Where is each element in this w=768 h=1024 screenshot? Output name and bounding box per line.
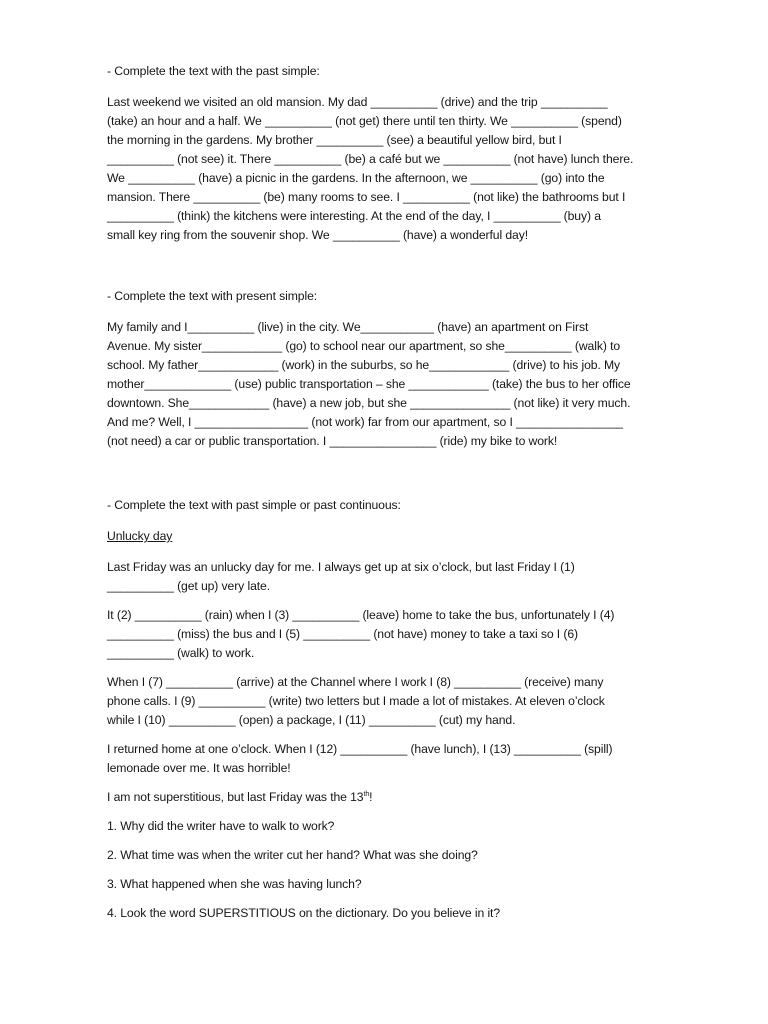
question-2: 2. What time was when the writer cut her hand? What was she doing?: [107, 848, 478, 862]
ordinal-suffix: th: [363, 791, 370, 798]
text-line: __________ (get up) very late.: [107, 579, 271, 593]
spacer: [107, 81, 667, 93]
question-4: 4. Look the word SUPERSTITIOUS on the dictionary. Do you believe in it?: [107, 906, 501, 920]
closing-text: I am not superstitious, but last Friday was the 13: [107, 790, 364, 804]
spacer: [107, 807, 667, 817]
question-3: 3. What happened when she was having lunch?: [107, 877, 362, 891]
text-line: mother_____________ (use) public transportation – she ____________ (take) the bus to her office: [107, 377, 631, 391]
section3-heading: - Complete the text with past simple or past continuous:: [107, 498, 401, 512]
story-paragraph-1: [107, 558, 667, 596]
spacer: [107, 451, 667, 496]
text-line: mansion. There __________ (be) many rooms to see. I __________ (not like) the bathrooms but I: [107, 190, 626, 204]
section2-text: [107, 318, 667, 451]
spacer: [107, 836, 667, 846]
text-line: __________ (walk) to work.: [107, 646, 255, 660]
question-1: 1. Why did the writer have to walk to work?: [107, 819, 335, 833]
spacer: [107, 865, 667, 875]
text-line: When I (7) __________ (arrive) at the Channel where I work I (8) __________ (receive) many: [107, 675, 604, 689]
story-paragraph-3: [107, 673, 667, 730]
worksheet-content: [107, 62, 667, 923]
text-line: the morning in the gardens. My brother __________ (see) a beautiful yellow bird, but I: [107, 133, 562, 147]
text-line: downtown. She____________ (have) a new job, but she _______________ (not like) it very much.: [107, 396, 631, 410]
text-line: school. My father____________ (work) in the suburbs, so he____________ (drive) to his job. My: [107, 358, 621, 372]
closing-sentence: [107, 788, 667, 807]
text-line: (not need) a car or public transportation. I ________________ (ride) my bike to work!: [107, 434, 558, 448]
spacer: [107, 596, 667, 606]
spacer: [107, 663, 667, 673]
spacer: [107, 894, 667, 904]
text-line: __________ (miss) the bus and I (5) __________ (not have) money to take a taxi so I (6): [107, 627, 578, 641]
text-line: Last weekend we visited an old mansion. My dad __________ (drive) and the trip __________: [107, 95, 608, 109]
text-line: __________ (not see) it. There __________ (be) a café but we __________ (not have) lunch there.: [107, 152, 634, 166]
spacer: [107, 546, 667, 558]
text-line: lemonade over me. It was horrible!: [107, 761, 291, 775]
spacer: [107, 245, 667, 287]
text-line: small key ring from the souvenir shop. We __________ (have) a wonderful day!: [107, 228, 529, 242]
text-line: while I (10) __________ (open) a package, I (11) __________ (cut) my hand.: [107, 713, 516, 727]
section1-heading: - Complete the text with the past simple:: [107, 64, 320, 78]
text-line: (take) an hour and a half. We __________ (not get) there until ten thirty. We __________ (spend): [107, 114, 622, 128]
text-line: My family and I__________ (live) in the city. We___________ (have) an apartment on First: [107, 320, 589, 334]
spacer: [107, 306, 667, 318]
text-line: It (2) __________ (rain) when I (3) __________ (leave) home to take the bus, unfortunately I (4): [107, 608, 615, 622]
text-line: And me? Well, I _________________ (not work) far from our apartment, so I ________________: [107, 415, 623, 429]
text-line: Avenue. My sister____________ (go) to school near our apartment, so she__________ (walk) to: [107, 339, 621, 353]
spacer: [107, 778, 667, 788]
spacer: [107, 515, 667, 527]
closing-punctuation: !: [369, 790, 373, 804]
text-line: phone calls. I (9) __________ (write) two letters but I made a lot of mistakes. At eleven o’clock: [107, 694, 605, 708]
story-title: Unlucky day: [107, 529, 173, 543]
text-line: We __________ (have) a picnic in the gardens. In the afternoon, we __________ (go) into the: [107, 171, 605, 185]
story-paragraph-2: [107, 606, 667, 663]
text-line: __________ (think) the kitchens were interesting. At the end of the day, I __________ (buy) a: [107, 209, 601, 223]
spacer: [107, 730, 667, 740]
text-line: I returned home at one o’clock. When I (12) __________ (have lunch), I (13) __________ (spill): [107, 742, 613, 756]
text-line: Last Friday was an unlucky day for me. I always get up at six o’clock, but last Friday I (1): [107, 560, 575, 574]
section1-text: [107, 93, 667, 245]
story-paragraph-4: [107, 740, 667, 778]
section2-heading: - Complete the text with present simple:: [107, 289, 318, 303]
